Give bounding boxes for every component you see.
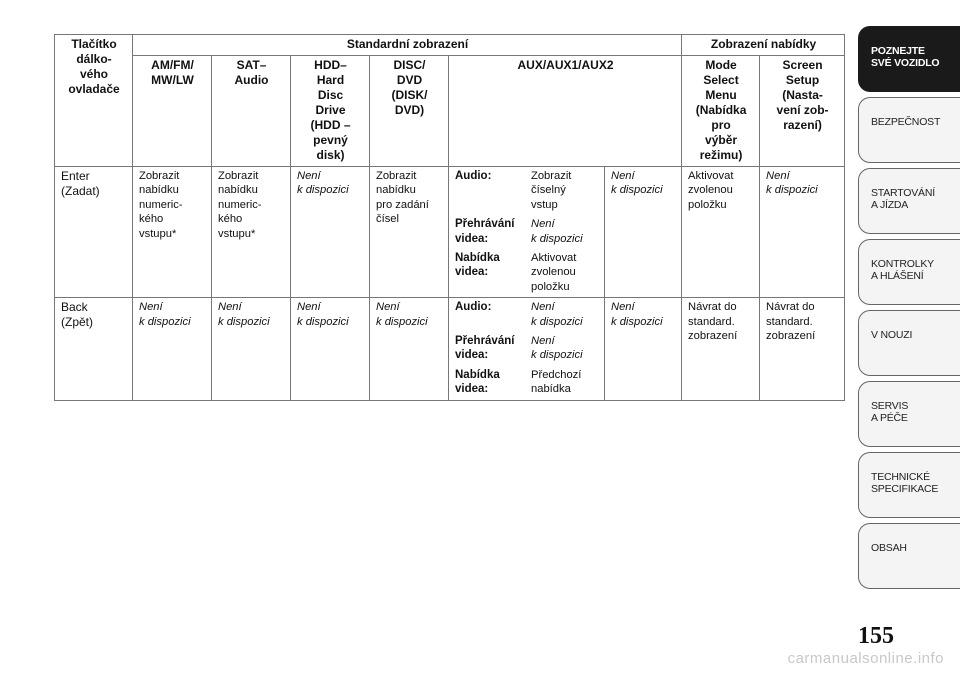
aux-menu-value: Předchozí nabídka	[531, 368, 582, 396]
tab-poznejte-sve-vozidlo[interactable]: POZNEJTE SVÉ VOZIDLO	[858, 26, 960, 92]
remote-control-table	[54, 34, 845, 401]
aux-audio-value: Zobrazit číselný vstup	[531, 170, 572, 211]
cell-aux	[449, 298, 605, 400]
cell-sat: Není k dispozici	[212, 298, 291, 400]
header-screen-setup: Screen Setup (Nasta- vení zob- razení)	[760, 56, 845, 167]
cell-hdd: Není k dispozici	[291, 298, 370, 400]
cell-aux-extra: Není k dispozici	[605, 167, 682, 298]
header-hdd: HDD– Hard Disc Drive (HDD – pevný disk)	[291, 56, 370, 167]
tab-technicke-specifikace[interactable]: TECHNICKÉ SPECIFIKACE	[858, 452, 960, 518]
tab-v-nouzi[interactable]: V NOUZI	[858, 310, 960, 376]
watermark-text: carmanualsonline.info	[787, 650, 944, 667]
row-button-label: Back (Zpět)	[55, 298, 133, 400]
table-row-back	[55, 298, 845, 400]
header-row-1	[55, 35, 845, 56]
section-tabs	[858, 26, 960, 594]
tab-kontrolky-a-hlaseni[interactable]: KONTROLKY A HLÁŠENÍ	[858, 239, 960, 305]
header-standard-view: Standardní zobrazení	[133, 35, 682, 56]
cell-disc: Zobrazit nabídku pro zadání čísel	[370, 167, 449, 298]
table-row-enter	[55, 167, 845, 298]
aux-video-label: Přehrávání videa:	[455, 218, 515, 245]
cell-mode-select: Aktivovat zvolenou položku	[682, 167, 760, 298]
cell-screen-setup: Návrat do standard. zobrazení	[760, 298, 845, 400]
aux-audio-value: Není k dispozici	[531, 301, 583, 328]
cell-hdd: Není k dispozici	[291, 167, 370, 298]
cell-aux	[449, 167, 605, 298]
aux-menu-label: Nabídka videa:	[455, 252, 500, 279]
aux-audio-label: Audio:	[455, 170, 492, 182]
header-menu-view: Zobrazení nabídky	[682, 35, 845, 56]
cell-mode-select: Návrat do standard. zobrazení	[682, 298, 760, 400]
header-mode-select: Mode Select Menu (Nabídka pro výběr režimu)	[682, 56, 760, 167]
aux-audio-label: Audio:	[455, 301, 492, 314]
cell-screen-setup: Není k dispozici	[760, 167, 845, 298]
header-sat: SAT– Audio	[212, 56, 291, 167]
header-aux: AUX/AUX1/AUX2	[449, 56, 682, 167]
tab-obsah[interactable]: OBSAH	[858, 523, 960, 589]
aux-video-value: Není k dispozici	[531, 335, 583, 362]
header-amfm: AM/FM/ MW/LW	[133, 56, 212, 167]
cell-aux-extra: Není k dispozici	[605, 298, 682, 400]
tab-bezpecnost[interactable]: BEZPEČNOST	[858, 97, 960, 163]
aux-menu-label: Nabídka videa:	[455, 368, 500, 396]
cell-sat: Zobrazit nabídku numeric- kého vstupu*	[212, 167, 291, 298]
aux-video-label: Přehrávání videa:	[455, 335, 515, 362]
tab-servis-a-pece[interactable]: SERVIS A PÉČE	[858, 381, 960, 447]
cell-disc: Není k dispozici	[370, 298, 449, 400]
page-number: 155	[858, 623, 894, 649]
cell-amfm: Není k dispozici	[133, 298, 212, 400]
header-disc: DISC/ DVD (DISK/ DVD)	[370, 56, 449, 167]
header-row-2	[55, 56, 845, 167]
cell-amfm: Zobrazit nabídku numeric- kého vstupu*	[133, 167, 212, 298]
aux-menu-value: Aktivovat zvolenou položku	[531, 252, 577, 293]
row-button-label: Enter (Zadat)	[55, 167, 133, 298]
header-button: Tlačítko dálko- vého ovladače	[55, 35, 133, 167]
tab-startovani-a-jizda[interactable]: STARTOVÁNÍ A JÍZDA	[858, 168, 960, 234]
aux-video-value: Není k dispozici	[531, 218, 583, 245]
